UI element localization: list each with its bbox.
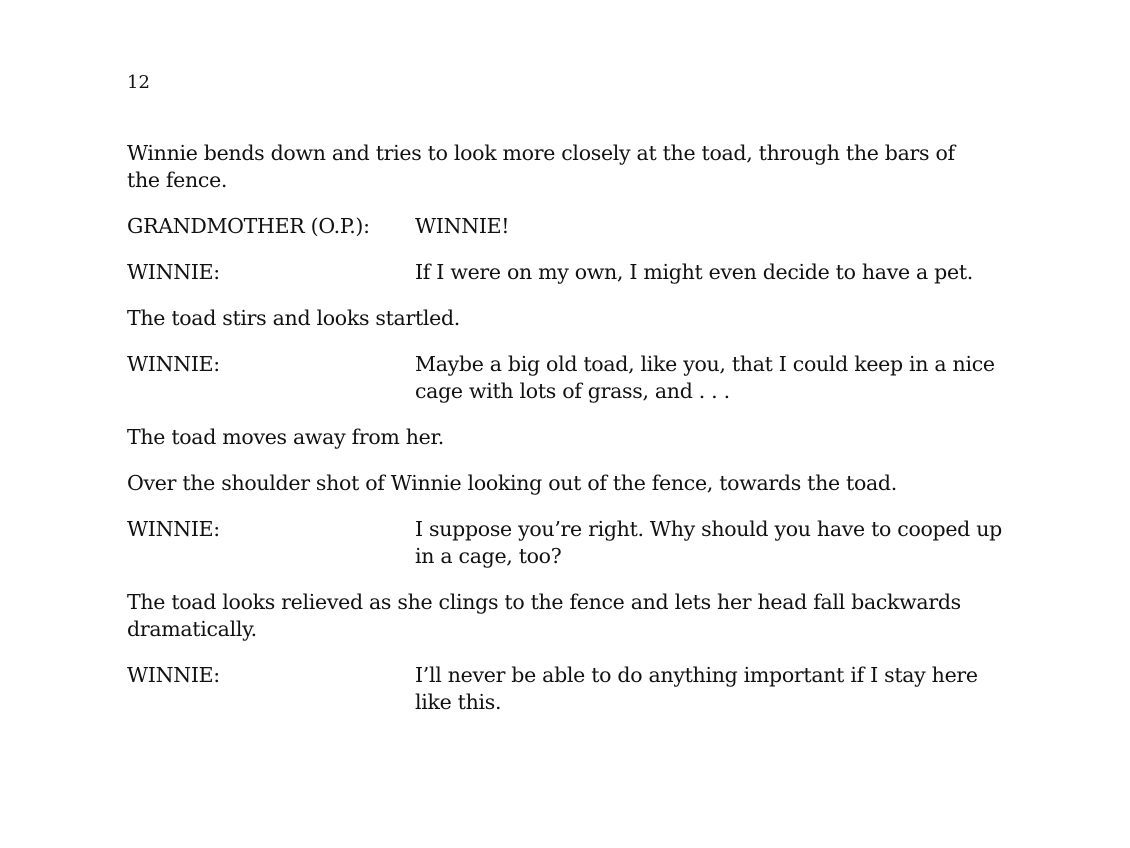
- dialogue-text: If I were on my own, I might even decide to have a pet.: [415, 260, 973, 284]
- character-name: WINNIE:: [127, 352, 220, 376]
- page-number: 12: [127, 72, 150, 93]
- character-name: GRANDMOTHER (O.P.):: [127, 214, 370, 238]
- dialogue-text: Maybe a big old toad, like you, that I could keep in a nice cage with lots of grass, and . . .: [415, 352, 995, 403]
- dialogue-block: [127, 213, 1007, 240]
- dialogue-block: [127, 259, 1007, 286]
- dialogue-text: I suppose you’re right. Why should you have to cooped up in a cage, too?: [415, 517, 1002, 568]
- dialogue-block: [127, 662, 1007, 716]
- character-name: WINNIE:: [127, 260, 220, 284]
- action-line: The toad looks relieved as she clings to the fence and lets her head fall backwards dramatically.: [127, 590, 961, 641]
- action-line: Over the shoulder shot of Winnie looking out of the fence, towards the toad.: [127, 471, 897, 495]
- dialogue-block: [127, 351, 1007, 405]
- dialogue-text: WINNIE!: [415, 214, 510, 238]
- character-name: WINNIE:: [127, 517, 220, 541]
- script-content: [127, 140, 1007, 735]
- dialogue-block: [127, 516, 1007, 570]
- action-line: Winnie bends down and tries to look more closely at the toad, through the bars of the fence.: [127, 141, 955, 192]
- action-line: The toad stirs and looks startled.: [127, 306, 461, 330]
- action-line: The toad moves away from her.: [127, 425, 444, 449]
- character-name: WINNIE:: [127, 663, 220, 687]
- dialogue-text: I’ll never be able to do anything important if I stay here like this.: [415, 663, 978, 714]
